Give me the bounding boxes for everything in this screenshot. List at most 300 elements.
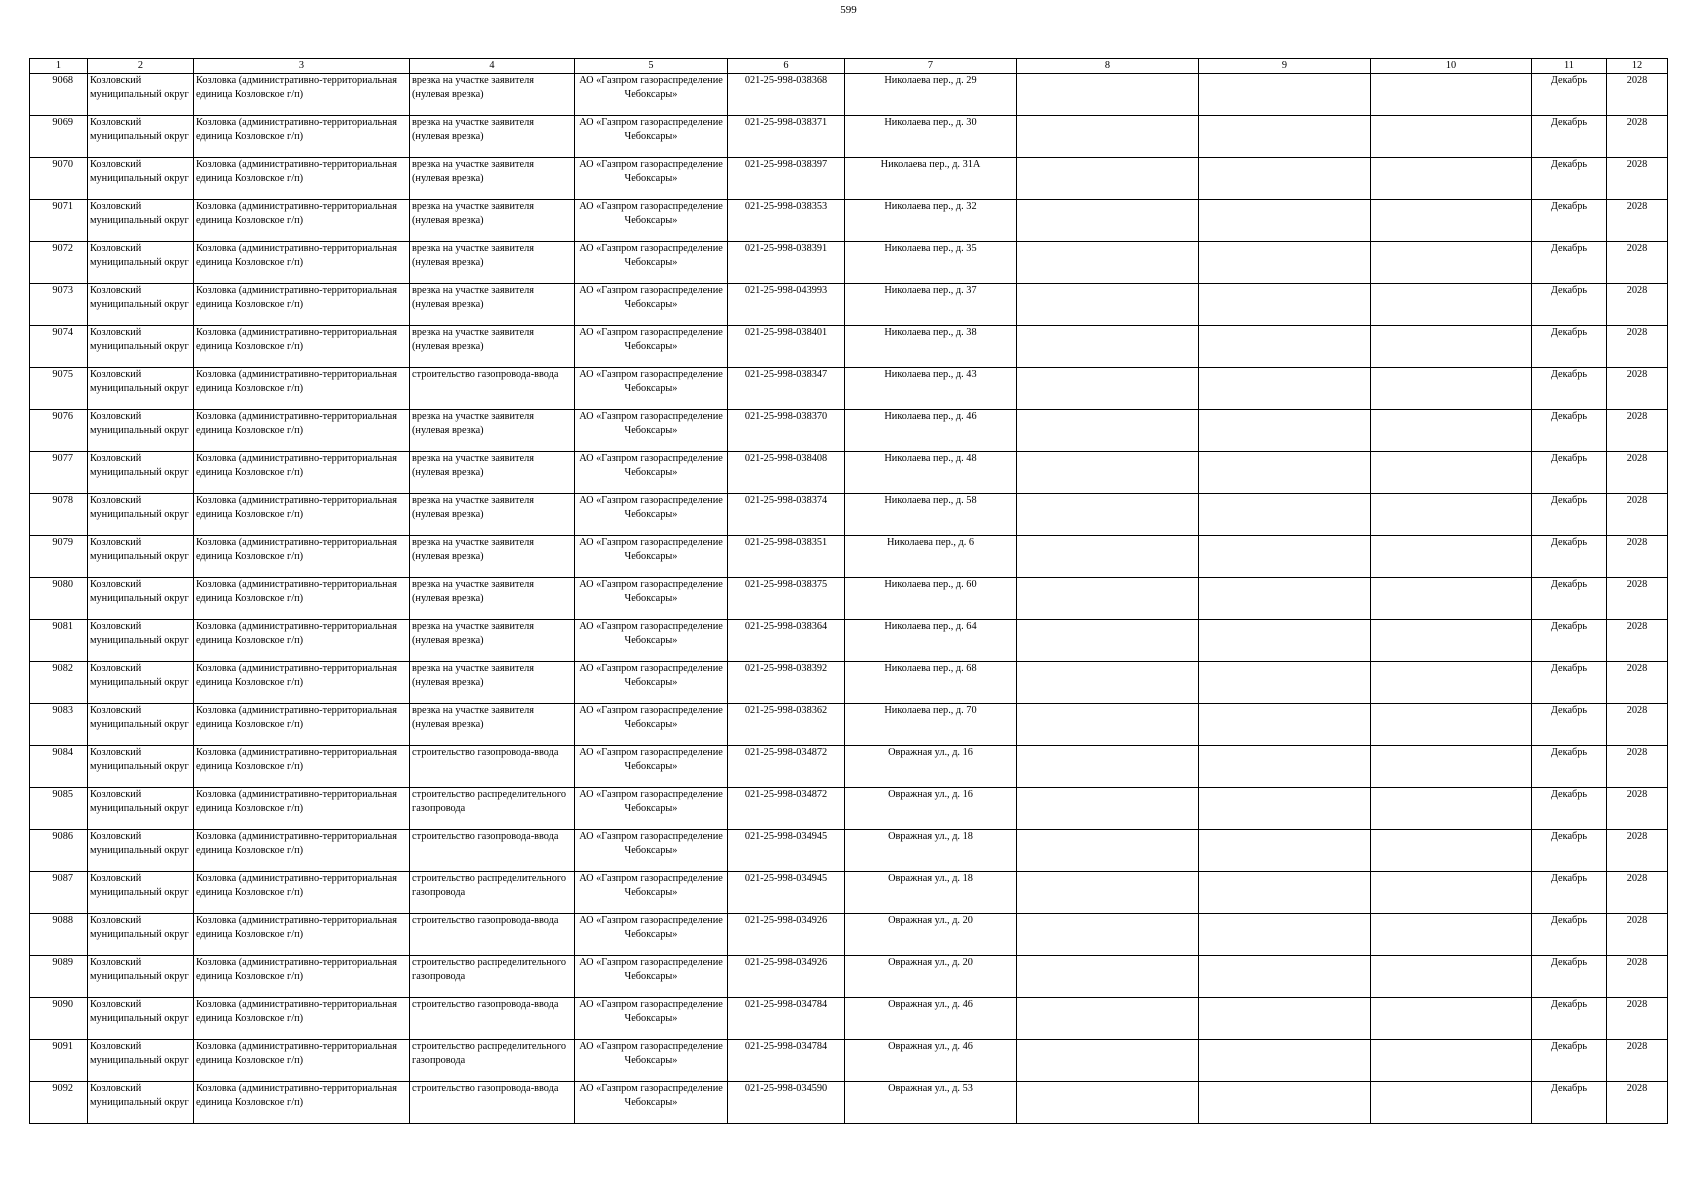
- cell-text: Декабрь: [1550, 411, 1588, 422]
- table-cell-col-4: [410, 872, 575, 914]
- table-cell-col-3: [194, 410, 410, 452]
- cell-text: 2028: [1626, 327, 1648, 338]
- table-cell-col-1: [30, 158, 88, 200]
- cell-text: Декабрь: [1550, 285, 1588, 296]
- table-cell-col-3: [194, 536, 410, 578]
- table-cell-col-6: [728, 872, 845, 914]
- table-cell-col-8: [1017, 116, 1199, 158]
- table-cell-col-10: [1371, 662, 1532, 704]
- table-cell-col-11: [1532, 662, 1607, 704]
- table-cell-col-2: [88, 872, 194, 914]
- table-cell-col-6: [728, 998, 845, 1040]
- cell-text: Козловский муниципальный округ: [90, 999, 189, 1024]
- cell-text: строительство газопровода-ввода: [412, 1083, 559, 1094]
- table-cell-col-1: [30, 452, 88, 494]
- table-cell-col-2: [88, 956, 194, 998]
- table-cell-col-10: [1371, 788, 1532, 830]
- table-cell-col-11: [1532, 494, 1607, 536]
- table-cell-col-5: [575, 704, 728, 746]
- table-cell-col-8: [1017, 830, 1199, 872]
- table-cell-col-4: [410, 704, 575, 746]
- table-cell-col-6: [728, 452, 845, 494]
- column-header-4: 4: [410, 59, 575, 74]
- table-cell-col-8: [1017, 1082, 1199, 1124]
- table-cell-col-9: [1199, 1040, 1371, 1082]
- cell-text: Декабрь: [1550, 957, 1588, 968]
- cell-text: Козловка (административно-территориальная единица Козловское г/п): [196, 915, 397, 940]
- table-row: [30, 116, 1668, 158]
- table-cell-col-12: [1607, 494, 1668, 536]
- table-cell-col-2: [88, 410, 194, 452]
- table-cell-col-9: [1199, 830, 1371, 872]
- table-row: [30, 1082, 1668, 1124]
- column-header-10: 10: [1371, 59, 1532, 74]
- table-cell-col-12: [1607, 536, 1668, 578]
- cell-text: Николаева пер., д. 6: [886, 537, 975, 548]
- cell-text: врезка на участке заявителя (нулевая врезка): [412, 579, 534, 604]
- table-cell-col-10: [1371, 284, 1532, 326]
- table-cell-col-11: [1532, 956, 1607, 998]
- cell-text: Козловский муниципальный округ: [90, 915, 189, 940]
- table-cell-col-11: [1532, 872, 1607, 914]
- cell-text: 021-25-998-038347: [744, 369, 828, 380]
- cell-text: Козловский муниципальный округ: [90, 495, 189, 520]
- cell-text: Козловка (административно-территориальная единица Козловское г/п): [196, 1083, 397, 1108]
- cell-text: Овражная ул., д. 53: [888, 1083, 973, 1094]
- table-cell-col-4: [410, 284, 575, 326]
- table-cell-col-5: [575, 74, 728, 116]
- table-cell-col-8: [1017, 1040, 1199, 1082]
- cell-text: 021-25-998-034590: [744, 1083, 828, 1094]
- table-cell-col-4: [410, 200, 575, 242]
- cell-text: Декабрь: [1550, 789, 1588, 800]
- table-cell-col-6: [728, 116, 845, 158]
- cell-text: Декабрь: [1550, 579, 1588, 590]
- cell-text: Николаева пер., д. 60: [884, 579, 977, 590]
- cell-text: 9078: [52, 495, 73, 506]
- table-cell-col-12: [1607, 872, 1668, 914]
- table-cell-col-3: [194, 494, 410, 536]
- table-cell-col-10: [1371, 200, 1532, 242]
- table-cell-col-5: [575, 200, 728, 242]
- cell-text: Николаева пер., д. 37: [884, 285, 977, 296]
- cell-text: 9076: [52, 411, 73, 422]
- cell-text: Овражная ул., д. 18: [888, 831, 973, 842]
- table-cell-col-7: [845, 620, 1017, 662]
- table-cell-col-12: [1607, 1082, 1668, 1124]
- table-cell-col-5: [575, 410, 728, 452]
- cell-text: АО «Газпром газораспределение Чебоксары»: [579, 243, 723, 268]
- table-cell-col-10: [1371, 74, 1532, 116]
- table-cell-col-8: [1017, 284, 1199, 326]
- table-cell-col-9: [1199, 410, 1371, 452]
- table-cell-col-7: [845, 242, 1017, 284]
- cell-text: 9089: [52, 957, 73, 968]
- cell-text: АО «Газпром газораспределение Чебоксары»: [579, 1083, 723, 1108]
- cell-text: строительство распределительного газопровода: [412, 957, 567, 982]
- page-number: 599: [840, 4, 857, 16]
- table-cell-col-2: [88, 620, 194, 662]
- table-cell-col-6: [728, 662, 845, 704]
- table-cell-col-8: [1017, 956, 1199, 998]
- cell-text: строительство газопровода-ввода: [412, 831, 559, 842]
- cell-text: врезка на участке заявителя (нулевая врезка): [412, 201, 534, 226]
- cell-text: 2028: [1626, 159, 1648, 170]
- cell-text: Козловский муниципальный округ: [90, 201, 189, 226]
- column-header-2: 2: [88, 59, 194, 74]
- table-header-row: [30, 59, 1668, 74]
- table-cell-col-11: [1532, 452, 1607, 494]
- cell-text: АО «Газпром газораспределение Чебоксары»: [579, 747, 723, 772]
- cell-text: 9069: [52, 117, 73, 128]
- cell-text: Козловка (административно-территориальная единица Козловское г/п): [196, 117, 397, 142]
- table-cell-col-2: [88, 746, 194, 788]
- table-cell-col-1: [30, 200, 88, 242]
- table-cell-col-8: [1017, 200, 1199, 242]
- table-cell-col-4: [410, 662, 575, 704]
- cell-text: Декабрь: [1550, 75, 1588, 86]
- table-cell-col-12: [1607, 788, 1668, 830]
- table-cell-col-4: [410, 410, 575, 452]
- cell-text: 021-25-998-038364: [744, 621, 828, 632]
- table-cell-col-4: [410, 326, 575, 368]
- cell-text: 2028: [1626, 1041, 1648, 1052]
- cell-text: АО «Газпром газораспределение Чебоксары»: [579, 663, 723, 688]
- cell-text: Декабрь: [1550, 705, 1588, 716]
- cell-text: Декабрь: [1550, 747, 1588, 758]
- table-cell-col-11: [1532, 788, 1607, 830]
- cell-text: АО «Газпром газораспределение Чебоксары»: [579, 285, 723, 310]
- cell-text: Козловка (административно-территориальная единица Козловское г/п): [196, 705, 397, 730]
- table-cell-col-7: [845, 914, 1017, 956]
- table-cell-col-10: [1371, 368, 1532, 410]
- table-cell-col-10: [1371, 1082, 1532, 1124]
- cell-text: Декабрь: [1550, 201, 1588, 212]
- table-row: [30, 242, 1668, 284]
- table-cell-col-7: [845, 956, 1017, 998]
- cell-text: Козловка (административно-территориальная единица Козловское г/п): [196, 327, 397, 352]
- table-cell-col-12: [1607, 158, 1668, 200]
- table-row: [30, 536, 1668, 578]
- cell-text: Декабрь: [1550, 537, 1588, 548]
- table-cell-col-3: [194, 1082, 410, 1124]
- table-cell-col-9: [1199, 788, 1371, 830]
- table-cell-col-9: [1199, 746, 1371, 788]
- table-cell-col-4: [410, 1040, 575, 1082]
- table-cell-col-1: [30, 242, 88, 284]
- table-cell-col-1: [30, 872, 88, 914]
- table-cell-col-5: [575, 620, 728, 662]
- table-cell-col-2: [88, 326, 194, 368]
- table-cell-col-1: [30, 74, 88, 116]
- table-cell-col-10: [1371, 494, 1532, 536]
- cell-text: Николаева пер., д. 32: [884, 201, 977, 212]
- table-row: [30, 410, 1668, 452]
- table-cell-col-1: [30, 746, 88, 788]
- cell-text: 9070: [52, 159, 73, 170]
- table-cell-col-12: [1607, 1040, 1668, 1082]
- cell-text: Декабрь: [1550, 453, 1588, 464]
- cell-text: 021-25-998-034945: [744, 831, 828, 842]
- cell-text: 9079: [52, 537, 73, 548]
- table-cell-col-7: [845, 1082, 1017, 1124]
- table-cell-col-8: [1017, 872, 1199, 914]
- table-cell-col-7: [845, 116, 1017, 158]
- table-row: [30, 872, 1668, 914]
- table-cell-col-5: [575, 578, 728, 620]
- cell-text: Козловский муниципальный округ: [90, 75, 189, 100]
- table-cell-col-5: [575, 872, 728, 914]
- cell-text: АО «Газпром газораспределение Чебоксары»: [579, 369, 723, 394]
- table-cell-col-12: [1607, 998, 1668, 1040]
- table-cell-col-11: [1532, 620, 1607, 662]
- column-header-1: 1: [30, 59, 88, 74]
- table-cell-col-2: [88, 74, 194, 116]
- table-cell-col-6: [728, 368, 845, 410]
- table-cell-col-2: [88, 830, 194, 872]
- cell-text: 021-25-998-038368: [744, 75, 828, 86]
- cell-text: Николаева пер., д. 31А: [880, 159, 981, 170]
- table-cell-col-4: [410, 116, 575, 158]
- table-cell-col-8: [1017, 620, 1199, 662]
- table-row: [30, 158, 1668, 200]
- table-row: [30, 620, 1668, 662]
- table-cell-col-4: [410, 158, 575, 200]
- cell-text: Козловский муниципальный округ: [90, 327, 189, 352]
- table-cell-col-10: [1371, 578, 1532, 620]
- cell-text: Декабрь: [1550, 117, 1588, 128]
- table-cell-col-4: [410, 830, 575, 872]
- table-row: [30, 74, 1668, 116]
- cell-text: 2028: [1626, 621, 1648, 632]
- table-cell-col-8: [1017, 914, 1199, 956]
- cell-text: 2028: [1626, 831, 1648, 842]
- cell-text: 021-25-998-034784: [744, 1041, 828, 1052]
- cell-text: Николаева пер., д. 29: [884, 75, 977, 86]
- table-cell-col-1: [30, 536, 88, 578]
- cell-text: 9068: [52, 75, 73, 86]
- table-cell-col-9: [1199, 578, 1371, 620]
- table-row: [30, 956, 1668, 998]
- table-cell-col-4: [410, 368, 575, 410]
- table-cell-col-11: [1532, 746, 1607, 788]
- table-row: [30, 914, 1668, 956]
- cell-text: 021-25-998-038392: [744, 663, 828, 674]
- table-cell-col-10: [1371, 914, 1532, 956]
- cell-text: Декабрь: [1550, 369, 1588, 380]
- table-cell-col-3: [194, 242, 410, 284]
- cell-text: 2028: [1626, 369, 1648, 380]
- table-cell-col-2: [88, 662, 194, 704]
- table-cell-col-8: [1017, 494, 1199, 536]
- table-cell-col-12: [1607, 368, 1668, 410]
- table-cell-col-6: [728, 410, 845, 452]
- table-cell-col-4: [410, 746, 575, 788]
- table-cell-col-9: [1199, 620, 1371, 662]
- data-table: [29, 58, 1668, 1124]
- cell-text: 021-25-998-038351: [744, 537, 828, 548]
- table-cell-col-2: [88, 1082, 194, 1124]
- table-cell-col-10: [1371, 704, 1532, 746]
- column-header-8: 8: [1017, 59, 1199, 74]
- cell-text: 9075: [52, 369, 73, 380]
- cell-text: АО «Газпром газораспределение Чебоксары»: [579, 789, 723, 814]
- table-cell-col-2: [88, 368, 194, 410]
- cell-text: Козловский муниципальный округ: [90, 873, 189, 898]
- cell-text: 021-25-998-038391: [744, 243, 828, 254]
- cell-text: 9090: [52, 999, 73, 1010]
- table-cell-col-9: [1199, 200, 1371, 242]
- cell-text: Декабрь: [1550, 243, 1588, 254]
- cell-text: Овражная ул., д. 20: [888, 915, 973, 926]
- table-cell-col-9: [1199, 914, 1371, 956]
- cell-text: Козловский муниципальный округ: [90, 243, 189, 268]
- table-cell-col-9: [1199, 284, 1371, 326]
- cell-text: Козловка (административно-территориальная единица Козловское г/п): [196, 957, 397, 982]
- cell-text: Козловский муниципальный округ: [90, 747, 189, 772]
- cell-text: Козловский муниципальный округ: [90, 621, 189, 646]
- cell-text: Козловский муниципальный округ: [90, 1041, 189, 1066]
- table-row: [30, 578, 1668, 620]
- table-cell-col-5: [575, 452, 728, 494]
- cell-text: Козловский муниципальный округ: [90, 1083, 189, 1108]
- cell-text: 9074: [52, 327, 73, 338]
- table-cell-col-6: [728, 494, 845, 536]
- table-cell-col-12: [1607, 914, 1668, 956]
- table-cell-col-2: [88, 200, 194, 242]
- cell-text: врезка на участке заявителя (нулевая врезка): [412, 243, 534, 268]
- table-cell-col-6: [728, 704, 845, 746]
- cell-text: Овражная ул., д. 18: [888, 873, 973, 884]
- table-cell-col-1: [30, 326, 88, 368]
- table-cell-col-3: [194, 704, 410, 746]
- table-cell-col-3: [194, 116, 410, 158]
- table-cell-col-11: [1532, 1082, 1607, 1124]
- table-cell-col-10: [1371, 116, 1532, 158]
- table-cell-col-1: [30, 494, 88, 536]
- table-cell-col-8: [1017, 410, 1199, 452]
- table-cell-col-6: [728, 914, 845, 956]
- table-cell-col-5: [575, 830, 728, 872]
- table-cell-col-10: [1371, 410, 1532, 452]
- table-cell-col-5: [575, 326, 728, 368]
- table-cell-col-12: [1607, 242, 1668, 284]
- table-cell-col-6: [728, 536, 845, 578]
- cell-text: врезка на участке заявителя (нулевая врезка): [412, 663, 534, 688]
- cell-text: Козловка (административно-территориальная единица Козловское г/п): [196, 411, 397, 436]
- table-row: [30, 704, 1668, 746]
- cell-text: Декабрь: [1550, 621, 1588, 632]
- cell-text: 021-25-998-038374: [744, 495, 828, 506]
- table-cell-col-2: [88, 452, 194, 494]
- cell-text: Козловский муниципальный округ: [90, 831, 189, 856]
- cell-text: 2028: [1626, 411, 1648, 422]
- cell-text: АО «Газпром газораспределение Чебоксары»: [579, 999, 723, 1024]
- table-cell-col-6: [728, 200, 845, 242]
- table-cell-col-3: [194, 284, 410, 326]
- cell-text: 021-25-998-038362: [744, 705, 828, 716]
- cell-text: Овражная ул., д. 46: [888, 1041, 973, 1052]
- cell-text: 2028: [1626, 999, 1648, 1010]
- table-cell-col-4: [410, 620, 575, 662]
- column-header-5: 5: [575, 59, 728, 74]
- table-cell-col-1: [30, 830, 88, 872]
- table-cell-col-9: [1199, 872, 1371, 914]
- table-cell-col-9: [1199, 116, 1371, 158]
- table-cell-col-7: [845, 1040, 1017, 1082]
- table-cell-col-8: [1017, 326, 1199, 368]
- table-cell-col-9: [1199, 326, 1371, 368]
- cell-text: врезка на участке заявителя (нулевая врезка): [412, 75, 534, 100]
- cell-text: 2028: [1626, 243, 1648, 254]
- cell-text: Декабрь: [1550, 915, 1588, 926]
- table-cell-col-4: [410, 536, 575, 578]
- table-cell-col-8: [1017, 662, 1199, 704]
- cell-text: Козловка (административно-территориальная единица Козловское г/п): [196, 285, 397, 310]
- table-cell-col-11: [1532, 74, 1607, 116]
- table-cell-col-4: [410, 74, 575, 116]
- cell-text: 021-25-998-034926: [744, 957, 828, 968]
- cell-text: 9087: [52, 873, 73, 884]
- cell-text: Козловский муниципальный округ: [90, 705, 189, 730]
- table-cell-col-8: [1017, 578, 1199, 620]
- table-cell-col-1: [30, 284, 88, 326]
- cell-text: Козловка (административно-территориальная единица Козловское г/п): [196, 579, 397, 604]
- cell-text: врезка на участке заявителя (нулевая врезка): [412, 453, 534, 478]
- cell-text: строительство газопровода-ввода: [412, 747, 559, 758]
- cell-text: врезка на участке заявителя (нулевая врезка): [412, 411, 534, 436]
- table-cell-col-1: [30, 1082, 88, 1124]
- cell-text: Овражная ул., д. 16: [888, 747, 973, 758]
- table-cell-col-5: [575, 284, 728, 326]
- cell-text: 2028: [1626, 663, 1648, 674]
- table-row: [30, 1040, 1668, 1082]
- table-cell-col-10: [1371, 158, 1532, 200]
- cell-text: 2028: [1626, 453, 1648, 464]
- cell-text: врезка на участке заявителя (нулевая врезка): [412, 285, 534, 310]
- cell-text: 9071: [52, 201, 73, 212]
- cell-text: АО «Газпром газораспределение Чебоксары»: [579, 705, 723, 730]
- cell-text: Козловский муниципальный округ: [90, 453, 189, 478]
- cell-text: Козловский муниципальный округ: [90, 579, 189, 604]
- table-row: [30, 494, 1668, 536]
- cell-text: строительство газопровода-ввода: [412, 369, 559, 380]
- cell-text: Козловка (административно-территориальная единица Козловское г/п): [196, 789, 397, 814]
- cell-text: 021-25-998-038401: [744, 327, 828, 338]
- table-cell-col-9: [1199, 158, 1371, 200]
- cell-text: 2028: [1626, 915, 1648, 926]
- table-cell-col-9: [1199, 536, 1371, 578]
- table-cell-col-12: [1607, 200, 1668, 242]
- column-header-3: 3: [194, 59, 410, 74]
- table-cell-col-7: [845, 998, 1017, 1040]
- table-cell-col-12: [1607, 116, 1668, 158]
- table-cell-col-12: [1607, 284, 1668, 326]
- cell-text: 2028: [1626, 873, 1648, 884]
- table-cell-col-5: [575, 158, 728, 200]
- table-cell-col-6: [728, 788, 845, 830]
- table-cell-col-4: [410, 242, 575, 284]
- table-row: [30, 830, 1668, 872]
- table-cell-col-7: [845, 788, 1017, 830]
- cell-text: Овражная ул., д. 20: [888, 957, 973, 968]
- table-cell-col-8: [1017, 746, 1199, 788]
- cell-text: Декабрь: [1550, 159, 1588, 170]
- table-cell-col-11: [1532, 200, 1607, 242]
- table-cell-col-9: [1199, 662, 1371, 704]
- table-cell-col-5: [575, 662, 728, 704]
- table-cell-col-7: [845, 494, 1017, 536]
